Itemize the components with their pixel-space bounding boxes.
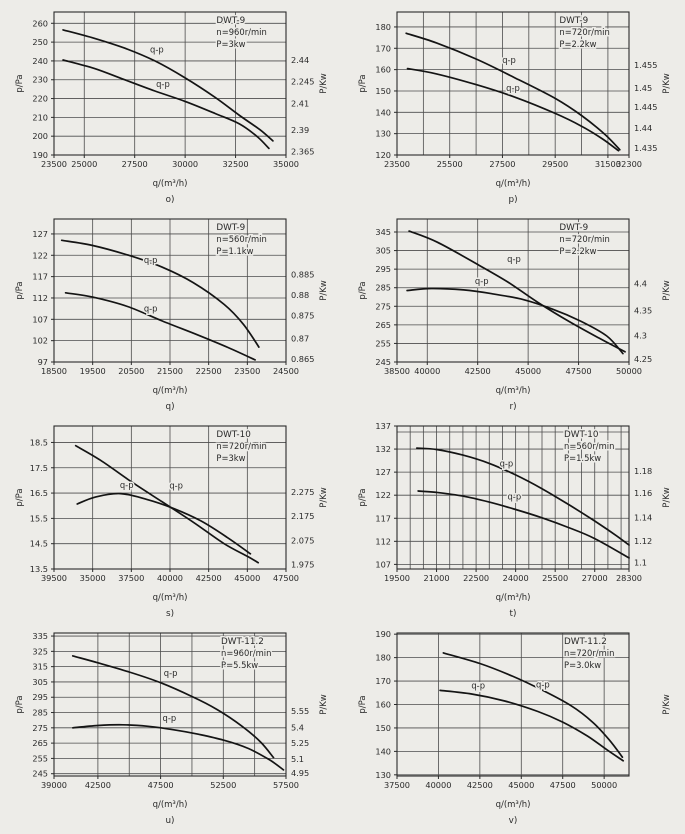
x-tick-label: 57500: [272, 780, 300, 790]
chart-speed: n=720r/min: [564, 648, 615, 658]
y-left-axis-label: p/Pa: [15, 74, 25, 93]
y-left-tick-label: 112: [375, 536, 391, 547]
y-right-tick-label: 4.4: [634, 278, 648, 289]
y-right-tick-label: 2.245: [291, 76, 315, 87]
y-left-tick-label: 260: [32, 18, 48, 29]
x-tick-label: 28300: [615, 573, 643, 583]
chart-canvas: [0, 416, 342, 623]
x-tick-label: 18500: [40, 366, 68, 376]
x-tick-label: 27000: [581, 573, 608, 583]
y-right-tick-label: 0.875: [291, 310, 315, 321]
y-right-tick-label: 0.865: [291, 354, 315, 365]
curve-label: q-p: [506, 82, 520, 93]
x-tick-label: 40000: [414, 366, 441, 376]
y-left-tick-label: 180: [375, 652, 391, 663]
curve-label: q-p: [162, 712, 177, 723]
chart-title: DWT-11.2: [564, 637, 607, 647]
chart-tag: v): [508, 816, 518, 826]
curve-q-p: [407, 288, 623, 353]
x-axis-label: q/(m³/h): [152, 179, 188, 189]
y-left-tick-label: 14.5: [29, 538, 48, 549]
y-right-tick-label: 4.3: [634, 330, 648, 341]
y-left-tick-label: 120: [375, 150, 391, 160]
x-tick-label: 19500: [383, 573, 411, 583]
x-tick-label: 47500: [272, 573, 300, 583]
chart-tag: s): [165, 609, 175, 619]
x-tick-label: 31500: [594, 159, 621, 169]
y-right-tick-label: 0.87: [291, 333, 310, 344]
x-tick-label: 42500: [466, 780, 493, 790]
curve-label: q-p: [156, 78, 170, 89]
y-left-tick-label: 137: [375, 421, 391, 431]
x-tick-label: 21500: [156, 366, 184, 376]
y-left-tick-label: 265: [32, 738, 48, 749]
chart-power: P=3kw: [216, 39, 246, 49]
chart-power: P=3.0kw: [564, 660, 602, 670]
y-right-tick-label: 0.88: [291, 290, 310, 301]
curve-q-p: [63, 60, 269, 148]
y-right-tick-label: 2.44: [291, 54, 310, 65]
y-left-tick-label: 335: [32, 631, 48, 642]
y-left-axis-label: p/Pa: [358, 695, 368, 714]
x-tick-label: 25000: [71, 159, 98, 169]
x-axis-label: q/(m³/h): [495, 593, 531, 603]
chart-tag: t): [509, 609, 517, 619]
y-right-tick-label: 0.885: [291, 269, 315, 280]
y-right-axis-label: P/Kw: [319, 487, 329, 508]
curve-label: q-p: [499, 458, 514, 469]
y-right-tick-label: 5.1: [291, 753, 305, 764]
y-left-tick-label: 305: [375, 245, 391, 256]
x-tick-label: 40000: [425, 780, 452, 790]
x-tick-label: 27500: [121, 159, 148, 169]
x-axis-label: q/(m³/h): [495, 386, 531, 396]
chart-o: [0, 2, 343, 209]
y-left-tick-label: 210: [32, 112, 48, 123]
chart-q: [0, 209, 343, 416]
y-right-tick-label: 2.275: [291, 486, 315, 497]
y-right-axis-label: P/Kw: [662, 280, 672, 301]
y-left-tick-label: 285: [375, 282, 391, 293]
y-left-tick-label: 130: [375, 128, 391, 139]
y-left-tick-label: 220: [32, 93, 48, 104]
x-tick-label: 21000: [423, 573, 450, 583]
y-left-tick-label: 102: [32, 335, 48, 346]
chart-title: DWT-10: [216, 430, 251, 440]
chart-r: [343, 209, 685, 416]
y-left-tick-label: 275: [375, 301, 391, 312]
x-tick-label: 38500: [383, 366, 411, 376]
y-left-tick-label: 122: [32, 250, 48, 261]
y-right-axis-label: P/Kw: [662, 73, 672, 94]
x-tick-label: 23500: [234, 366, 261, 376]
y-right-tick-label: 2.175: [291, 511, 315, 522]
y-left-tick-label: 130: [375, 769, 391, 780]
x-tick-label: 39500: [40, 573, 68, 583]
y-left-tick-label: 295: [375, 264, 391, 275]
y-right-tick-label: 1.14: [634, 512, 653, 523]
x-axis-label: q/(m³/h): [495, 800, 531, 810]
x-tick-label: 24500: [272, 366, 300, 376]
y-left-tick-label: 200: [32, 131, 48, 142]
y-left-tick-label: 160: [375, 64, 391, 75]
y-left-tick-label: 345: [375, 227, 391, 237]
y-right-tick-label: 1.16: [634, 488, 653, 499]
y-left-tick-label: 265: [375, 319, 391, 330]
x-tick-label: 27500: [489, 159, 516, 169]
chart-canvas: [343, 416, 685, 623]
y-right-tick-label: 4.35: [634, 305, 653, 316]
y-left-tick-label: 250: [32, 37, 48, 48]
y-left-tick-label: 15.5: [29, 513, 48, 524]
curve-q-p: [73, 725, 284, 770]
x-tick-label: 25500: [542, 573, 569, 583]
curve-label: q-p: [471, 680, 486, 691]
y-right-tick-label: 1.18: [634, 466, 653, 477]
chart-canvas: [343, 623, 685, 830]
y-right-tick-label: 4.25: [634, 354, 653, 365]
y-right-tick-label: 2.075: [291, 535, 315, 546]
y-left-tick-label: 170: [375, 676, 391, 687]
chart-power: P=3kw: [216, 453, 246, 463]
chart-s: [0, 416, 343, 623]
y-right-tick-label: 2.365: [291, 146, 315, 157]
y-left-tick-label: 127: [375, 467, 391, 478]
y-right-axis-label: P/Kw: [662, 694, 672, 715]
y-left-tick-label: 127: [32, 228, 48, 239]
y-left-tick-label: 122: [375, 490, 391, 501]
y-left-tick-label: 295: [32, 692, 48, 703]
y-left-tick-label: 180: [375, 21, 391, 32]
y-left-axis-label: p/Pa: [358, 488, 368, 507]
y-left-tick-label: 97: [37, 357, 48, 367]
chart-canvas: [343, 209, 685, 416]
x-tick-label: 25500: [436, 159, 463, 169]
y-left-tick-label: 132: [375, 444, 391, 455]
chart-tag: p): [508, 195, 518, 205]
curve-label: q-p: [507, 491, 522, 502]
x-tick-label: 24000: [502, 573, 529, 583]
y-left-tick-label: 230: [32, 74, 48, 85]
x-axis-label: q/(m³/h): [495, 179, 531, 189]
x-tick-label: 40000: [156, 573, 184, 583]
y-left-tick-label: 18.5: [29, 437, 48, 448]
y-left-axis-label: p/Pa: [15, 695, 25, 714]
x-tick-label: 29500: [542, 159, 569, 169]
x-tick-label: 52500: [210, 780, 237, 790]
curve-q-p: [76, 446, 259, 563]
chart-speed: n=560r/min: [216, 234, 267, 244]
y-right-tick-label: 2.41: [291, 98, 310, 109]
x-tick-label: 35000: [79, 573, 106, 583]
chart-title: DWT-9: [559, 223, 589, 233]
chart-power: P=1.1kw: [216, 246, 254, 256]
y-right-tick-label: 5.55: [291, 705, 310, 716]
chart-title: DWT-11.2: [221, 637, 264, 647]
y-left-tick-label: 140: [375, 746, 391, 757]
chart-power: P=2.2kw: [559, 39, 597, 49]
y-left-tick-label: 325: [32, 646, 48, 657]
y-left-tick-label: 245: [375, 357, 391, 367]
x-tick-label: 39000: [40, 780, 68, 790]
curve-label: q-p: [474, 276, 489, 287]
y-right-tick-label: 1.44: [634, 122, 653, 133]
chart-speed: n=720r/min: [559, 234, 610, 244]
x-tick-label: 32300: [615, 159, 643, 169]
chart-title: DWT-9: [559, 16, 589, 26]
chart-title: DWT-10: [564, 430, 599, 440]
x-tick-label: 23500: [383, 159, 411, 169]
y-left-tick-label: 255: [375, 338, 391, 349]
curve-label: q-p: [502, 55, 516, 66]
chart-tag: q): [165, 402, 175, 412]
y-left-tick-label: 13.5: [29, 564, 48, 574]
y-right-tick-label: 1.12: [634, 536, 653, 547]
x-tick-label: 37500: [118, 573, 145, 583]
x-tick-label: 32500: [222, 159, 249, 169]
x-tick-label: 50000: [615, 366, 643, 376]
y-left-tick-label: 117: [375, 513, 391, 524]
chart-canvas: [0, 623, 342, 830]
curve-q-p: [408, 69, 619, 151]
y-left-axis-label: p/Pa: [358, 281, 368, 300]
y-right-tick-label: 4.95: [291, 768, 310, 779]
chart-power: P=1.5kw: [564, 453, 602, 463]
y-left-tick-label: 305: [32, 676, 48, 687]
chart-p: [343, 2, 685, 209]
x-tick-label: 22500: [463, 573, 490, 583]
tick-marks: [51, 23, 286, 158]
y-left-tick-label: 160: [375, 699, 391, 710]
chart-speed: n=560r/min: [564, 441, 615, 451]
curve-label: q-p: [536, 679, 550, 690]
curve-label: q-p: [143, 303, 158, 314]
y-left-tick-label: 190: [375, 629, 391, 640]
y-left-tick-label: 107: [32, 314, 48, 325]
y-left-axis-label: p/Pa: [15, 488, 25, 507]
x-tick-label: 22500: [195, 366, 222, 376]
chart-tag: o): [165, 195, 175, 205]
x-tick-label: 47500: [147, 780, 174, 790]
x-axis-label: q/(m³/h): [152, 800, 188, 810]
y-left-tick-label: 150: [375, 85, 391, 96]
y-left-tick-label: 150: [375, 722, 391, 733]
y-left-tick-label: 170: [375, 43, 391, 54]
y-left-tick-label: 190: [32, 150, 48, 160]
x-tick-label: 47500: [565, 366, 592, 376]
y-right-axis-label: P/Kw: [662, 487, 672, 508]
y-left-tick-label: 275: [32, 722, 48, 733]
x-tick-label: 37500: [383, 780, 411, 790]
y-left-tick-label: 17.5: [29, 462, 48, 473]
x-tick-label: 30000: [172, 159, 199, 169]
x-tick-label: 42500: [464, 366, 491, 376]
y-left-tick-label: 315: [32, 661, 48, 672]
chart-speed: n=960r/min: [216, 27, 267, 37]
y-left-tick-label: 240: [32, 55, 48, 66]
y-left-tick-label: 255: [32, 753, 48, 764]
chart-power: P=5.5kw: [221, 660, 259, 670]
chart-speed: n=960r/min: [221, 648, 272, 658]
x-axis-label: q/(m³/h): [152, 593, 188, 603]
x-tick-label: 20500: [118, 366, 145, 376]
y-left-tick-label: 107: [375, 559, 391, 570]
x-tick-label: 23500: [40, 159, 68, 169]
y-right-tick-label: 1.435: [634, 142, 658, 153]
y-right-tick-label: 1.45: [634, 82, 653, 93]
chart-title: DWT-9: [216, 223, 246, 233]
chart-power: P=2.2kw: [559, 246, 597, 256]
curve-label: q-p: [143, 254, 158, 265]
chart-u: [0, 623, 343, 830]
y-right-axis-label: P/Kw: [319, 694, 329, 715]
curve-q-p: [66, 293, 256, 360]
x-axis-label: q/(m³/h): [152, 386, 188, 396]
chart-speed: n=720r/min: [216, 441, 267, 451]
x-tick-label: 19500: [79, 366, 106, 376]
y-right-tick-label: 1.455: [634, 59, 658, 70]
chart-title: DWT-9: [216, 16, 246, 26]
y-left-axis-label: p/Pa: [15, 281, 25, 300]
chart-canvas: [0, 209, 342, 416]
x-tick-label: 42500: [84, 780, 111, 790]
x-tick-label: 50000: [591, 780, 618, 790]
y-left-tick-label: 16.5: [29, 488, 48, 499]
curve-label: q-p: [507, 253, 521, 264]
y-left-axis-label: p/Pa: [358, 74, 368, 93]
x-tick-label: 35000: [272, 159, 300, 169]
x-tick-label: 42500: [195, 573, 222, 583]
y-left-tick-label: 245: [32, 768, 48, 779]
y-left-tick-label: 112: [32, 292, 48, 303]
x-tick-label: 45000: [508, 780, 535, 790]
y-left-tick-label: 140: [375, 107, 391, 118]
curve-label: q-p: [163, 667, 178, 678]
y-right-tick-label: 1.1: [634, 557, 648, 568]
y-right-tick-label: 2.39: [291, 124, 310, 135]
curve-q-p: [62, 240, 259, 347]
y-right-tick-label: 5.4: [291, 722, 305, 733]
x-tick-label: 45000: [234, 573, 261, 583]
y-right-tick-label: 5.25: [291, 738, 310, 749]
y-right-tick-label: 1.975: [291, 559, 315, 570]
curve-label: q-p: [150, 44, 164, 55]
chart-tag: u): [165, 816, 175, 826]
chart-canvas: [343, 2, 685, 209]
y-right-axis-label: P/Kw: [319, 280, 329, 301]
chart-v: [343, 623, 685, 830]
chart-tag: r): [509, 402, 517, 412]
curve-label: q-p: [169, 480, 184, 491]
y-right-axis-label: P/Kw: [319, 73, 329, 94]
y-right-tick-label: 1.445: [634, 102, 658, 113]
y-left-tick-label: 117: [32, 271, 48, 282]
chart-t: [343, 416, 685, 623]
x-tick-label: 45000: [515, 366, 542, 376]
y-left-tick-label: 285: [32, 707, 48, 718]
curve-label: q-p: [119, 479, 134, 490]
chart-canvas: [0, 2, 342, 209]
x-tick-label: 47500: [549, 780, 576, 790]
chart-speed: n=720r/min: [559, 27, 610, 37]
